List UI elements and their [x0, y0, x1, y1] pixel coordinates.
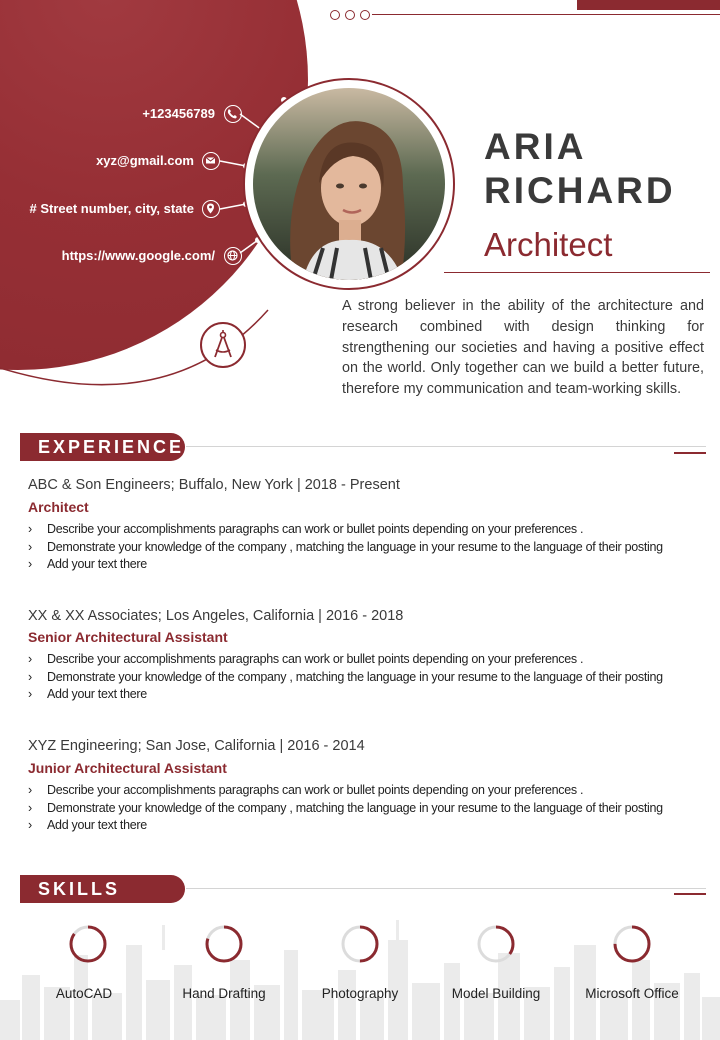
list-item: › Add your text there	[28, 687, 147, 701]
list-item: › Describe your accomplishments paragraphs can work or bullet points depending on your preferences .	[28, 783, 584, 797]
contact-email[interactable]: xyz@gmail.com	[96, 153, 194, 168]
skill-label: Photography	[321, 986, 399, 1001]
job-role: Junior Architectural Assistant	[28, 760, 227, 776]
location-icon	[202, 200, 220, 218]
job-bullets	[28, 521, 688, 574]
list-item: › Add your text there	[28, 818, 147, 832]
skill-ring	[612, 924, 652, 964]
experience-heading: EXPERIENCE	[20, 433, 185, 461]
compass-icon	[200, 322, 246, 368]
list-item: › Demonstrate your knowledge of the company , matching the language in your resume to the language of their posting	[28, 669, 663, 684]
skill-label: Microsoft Office	[585, 986, 679, 1001]
list-item: › Add your text there	[28, 557, 147, 571]
experience-divider	[186, 446, 706, 447]
list-item: › Describe your accomplishments paragraphs can work or bullet points depending on your preferences .	[28, 652, 584, 666]
job-bullets	[28, 782, 688, 835]
job-company: XYZ Engineering; San Jose, California | 2016 - 2014	[28, 738, 365, 754]
skill-label: Model Building	[451, 986, 541, 1001]
profile-summary: A strong believer in the ability of the architecture and research combined with design thinking for strengthening our societies and having a positive effect on the world. Only together can we build a better future, therefore my communication and team-working skills.	[342, 298, 704, 398]
job-company: XX & XX Associates; Los Angeles, California | 2016 - 2018	[28, 608, 404, 624]
contact-website[interactable]: https://www.google.com/	[61, 248, 215, 263]
skills-divider	[186, 888, 706, 889]
job-title: Architect	[484, 226, 613, 263]
job-company: ABC & Son Engineers; Buffalo, New York | 2018 - Present	[28, 477, 400, 493]
list-item: › Demonstrate your knowledge of the company , matching the language in your resume to the language of their posting	[28, 800, 663, 815]
skill-ring	[340, 924, 380, 964]
first-name: ARIA	[484, 126, 587, 167]
title-divider	[444, 272, 710, 273]
job-role: Architect	[28, 499, 89, 515]
experience-accent	[674, 452, 706, 454]
job-role: Senior Architectural Assistant	[28, 629, 228, 645]
skills-accent	[674, 893, 706, 895]
skill-ring	[68, 924, 108, 964]
phone-icon	[224, 105, 242, 123]
skill-ring	[204, 924, 244, 964]
skill-label: AutoCAD	[55, 986, 113, 1001]
contact-phone[interactable]: +123456789	[142, 106, 215, 121]
mail-icon	[202, 152, 220, 170]
list-item: › Demonstrate your knowledge of the company , matching the language in your resume to the language of their posting	[28, 539, 663, 554]
globe-icon	[224, 247, 242, 265]
skill-label: Hand Drafting	[182, 986, 266, 1001]
profile-photo	[253, 88, 445, 280]
job-bullets	[28, 651, 688, 704]
list-item: › Describe your accomplishments paragraphs can work or bullet points depending on your preferences .	[28, 522, 584, 536]
last-name: RICHARD	[484, 170, 676, 211]
skill-ring	[476, 924, 516, 964]
contact-address: # Street number, city, state	[29, 201, 194, 216]
skills-heading: SKILLS	[20, 875, 185, 903]
